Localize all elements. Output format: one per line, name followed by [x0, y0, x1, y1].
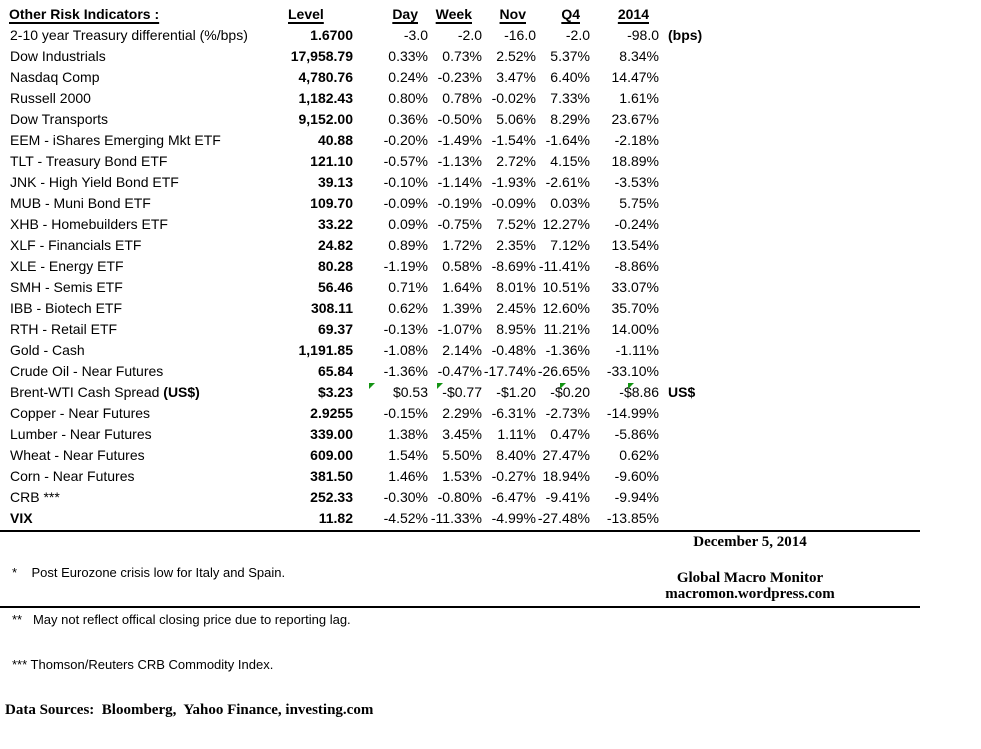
cell-y2014: -8.86% [614, 258, 659, 274]
table-row [0, 67, 740, 88]
cell-level: 39.13 [317, 174, 353, 190]
cell-label [0, 340, 285, 361]
cell-y2014: 14.47% [611, 69, 659, 85]
cell-level: 40.88 [317, 132, 353, 148]
cell-day: -0.15% [383, 405, 428, 421]
row-label: XLE - Energy ETF [10, 258, 124, 274]
cell-week: -0.80% [437, 489, 482, 505]
table-row [0, 151, 740, 172]
cell-suffix [659, 256, 740, 277]
cell-label [0, 109, 285, 130]
header-row [0, 4, 740, 25]
cell-nov: -0.27% [491, 468, 536, 484]
cell-y2014: 35.70% [611, 300, 659, 316]
row-label: Dow Industrials [10, 48, 106, 64]
cell-level: 1,182.43 [298, 90, 353, 106]
cell-nov: -4.99% [491, 510, 536, 526]
cell-day: 0.33% [388, 48, 428, 64]
row-label: Russell 2000 [10, 90, 91, 106]
cell-week: -1.13% [437, 153, 482, 169]
cell-nov: 2.52% [496, 48, 536, 64]
cell-level: 65.84 [317, 363, 353, 379]
cell-day: 0.71% [388, 279, 428, 295]
cell-label [0, 445, 285, 466]
cell-label [0, 403, 285, 424]
row-label: Lumber - Near Futures [10, 426, 152, 442]
cell-suffix [659, 214, 740, 235]
cell-suffix [659, 130, 740, 151]
cell-week: -11.33% [430, 510, 482, 526]
cell-day: -0.13% [383, 321, 428, 337]
row-label: 2-10 year Treasury differential (%/bps) [10, 27, 248, 43]
cell-y2014: 0.62% [619, 447, 659, 463]
cell-y2014: -1.11% [615, 342, 659, 358]
cell-day: 0.24% [388, 69, 428, 85]
table-row [0, 109, 740, 130]
row-label: VIX [10, 510, 33, 526]
cell-level: 1.6700 [310, 27, 353, 43]
cell-y2014: -13.85% [606, 510, 659, 526]
table-row [0, 487, 740, 508]
cell-level: 1,191.85 [298, 342, 353, 358]
column-header-week: Week [435, 6, 472, 22]
cell-week: 2.29% [442, 405, 482, 421]
cell-level: 308.11 [310, 300, 353, 316]
cell-day: $0.53 [353, 382, 428, 403]
table-row [0, 235, 740, 256]
cell-y2014: 13.54% [611, 237, 659, 253]
cell-q4: -26.65% [537, 363, 590, 379]
cell-day: 1.46% [388, 468, 428, 484]
cell-label [0, 214, 285, 235]
table-row [0, 298, 740, 319]
cell-day: -0.30% [383, 489, 428, 505]
cell-nov: 5.06% [496, 111, 536, 127]
cell-q4: 0.47% [550, 426, 590, 442]
cell-label [0, 130, 285, 151]
separator-line [0, 530, 920, 532]
cell-q4: -11.41% [538, 258, 590, 274]
cell-week: -0.75% [437, 216, 482, 232]
row-label: XHB - Homebuilders ETF [10, 216, 168, 232]
cell-nov: 7.52% [496, 216, 536, 232]
cell-nov: -17.74% [483, 363, 536, 379]
data-sources-line: Data Sources: Bloomberg, Yahoo Finance, investing.com [5, 702, 374, 718]
cell-week: -1.14% [437, 174, 482, 190]
cell-nov: -6.47% [491, 489, 536, 505]
cell-y2014: 23.67% [611, 111, 659, 127]
cell-level: 9,152.00 [298, 111, 353, 127]
footer-branding [585, 533, 915, 602]
cell-level: 4,780.76 [298, 69, 353, 85]
cell-day: 0.36% [388, 111, 428, 127]
cell-week: 1.64% [442, 279, 482, 295]
cell-label [0, 466, 285, 487]
cell-flag-icon [369, 383, 375, 389]
cell-q4: 4.15% [550, 153, 590, 169]
row-label-bold-part: (US$) [159, 384, 200, 400]
cell-suffix [659, 67, 740, 88]
row-label: IBB - Biotech ETF [10, 300, 123, 316]
table-row [0, 25, 740, 46]
cell-suffix [659, 403, 740, 424]
cell-week: 0.78% [442, 90, 482, 106]
cell-suffix [659, 319, 740, 340]
cell-day: 0.89% [388, 237, 428, 253]
cell-y2014: -3.53% [614, 174, 659, 190]
footnote-2: ** May not reflect offical closing price due to reporting lag. [12, 612, 351, 627]
cell-flag-icon [437, 383, 443, 389]
cell-flag-icon [560, 383, 566, 389]
row-label: Copper - Near Futures [10, 405, 151, 421]
publication-name: Global Macro Monitor [676, 570, 824, 586]
cell-q4: 12.27% [542, 216, 590, 232]
cell-week: 5.50% [442, 447, 482, 463]
cell-label [0, 508, 285, 529]
cell-q4: 8.29% [550, 111, 590, 127]
cell-y2014: -0.24% [614, 216, 659, 232]
risk-table [0, 4, 740, 529]
column-header-2014: 2014 [617, 6, 649, 22]
cell-level: 11.82 [318, 510, 353, 526]
cell-level: 609.00 [310, 447, 353, 463]
cell-label [0, 67, 285, 88]
cell-q4: -1.64% [545, 132, 590, 148]
cell-y2014: 14.00% [611, 321, 659, 337]
cell-nov: 8.01% [496, 279, 536, 295]
cell-nov: 2.35% [496, 237, 536, 253]
cell-label [0, 382, 285, 403]
cell-q4: -2.61% [545, 174, 590, 190]
cell-q4: 11.21% [543, 321, 590, 337]
cell-q4: -1.36% [545, 342, 590, 358]
cell-suffix [659, 340, 740, 361]
cell-label [0, 487, 285, 508]
cell-week: -1.49% [437, 132, 482, 148]
cell-day: -1.08% [383, 342, 428, 358]
cell-y2014: 1.61% [619, 90, 659, 106]
cell-y2014: -9.60% [614, 468, 659, 484]
cell-week: -2.0 [457, 27, 482, 43]
cell-q4: 7.33% [550, 90, 590, 106]
cell-level: 80.28 [317, 258, 353, 274]
table-row [0, 46, 740, 67]
cell-label [0, 298, 285, 319]
cell-week: 3.45% [442, 426, 482, 442]
cell-day: -0.09% [383, 195, 428, 211]
cell-nov: -6.31% [491, 405, 536, 421]
column-header-day: Day [392, 6, 418, 22]
cell-suffix [659, 508, 740, 529]
cell-suffix [659, 109, 740, 130]
cell-y2014: -9.94% [614, 489, 659, 505]
cell-suffix [659, 361, 740, 382]
bottom-border-line [0, 606, 920, 608]
cell-flag-icon [628, 383, 634, 389]
cell-week: 0.58% [442, 258, 482, 274]
table-row [0, 172, 740, 193]
cell-suffix [659, 298, 740, 319]
cell-level: 339.00 [310, 426, 353, 442]
cell-week: -0.23% [437, 69, 482, 85]
cell-y2014: -2.18% [614, 132, 659, 148]
cell-y2014: -5.86% [614, 426, 659, 442]
cell-day: 1.38% [388, 426, 428, 442]
cell-nov: -1.54% [491, 132, 536, 148]
cell-label [0, 25, 285, 46]
cell-nov: -16.0 [504, 27, 536, 43]
cell-level: 56.46 [317, 279, 353, 295]
row-label: MUB - Muni Bond ETF [10, 195, 151, 211]
cell-day: -0.57% [383, 153, 428, 169]
cell-suffix [659, 424, 740, 445]
cell-suffix [659, 172, 740, 193]
footnote-1: * Post Eurozone crisis low for Italy and Spain. [12, 565, 286, 580]
table-row [0, 277, 740, 298]
cell-nov: -8.69% [491, 258, 536, 274]
table-row [0, 445, 740, 466]
cell-week: -0.19% [437, 195, 482, 211]
cell-level: 109.70 [310, 195, 353, 211]
cell-label [0, 46, 285, 67]
cell-level: 252.33 [310, 489, 353, 505]
cell-nov: 3.47% [496, 69, 536, 85]
cell-suffix [659, 487, 740, 508]
cell-day: -1.36% [383, 363, 428, 379]
table-row [0, 466, 740, 487]
cell-q4: 10.51% [542, 279, 590, 295]
cell-day: -4.52% [383, 510, 428, 526]
table-row [0, 403, 740, 424]
row-label: Nasdaq Comp [10, 69, 100, 85]
cell-week: -1.07% [437, 321, 482, 337]
cell-week: 2.14% [442, 342, 482, 358]
cell-label [0, 277, 285, 298]
row-label: Wheat - Near Futures [10, 447, 145, 463]
cell-suffix: (bps) [668, 27, 703, 43]
cell-week: -0.50% [437, 111, 482, 127]
cell-q4: -9.41% [545, 489, 590, 505]
cell-nov: 1.11% [497, 426, 536, 442]
cell-q4: -27.48% [537, 510, 590, 526]
cell-y2014: -14.99% [606, 405, 659, 421]
cell-q4: -2.73% [545, 405, 590, 421]
table-row [0, 508, 740, 529]
cell-y2014: 8.34% [619, 48, 659, 64]
cell-level: 381.50 [310, 468, 353, 484]
cell-y2014: -33.10% [606, 363, 659, 379]
report-date: December 5, 2014 [693, 534, 807, 550]
footnotes [5, 534, 373, 749]
cell-level: 69.37 [317, 321, 353, 337]
column-header-q4: Q4 [561, 6, 580, 22]
cell-q4: 0.03% [550, 195, 590, 211]
cell-label [0, 193, 285, 214]
row-label: CRB *** [10, 489, 60, 505]
cell-label [0, 151, 285, 172]
risk-table-body [0, 25, 740, 529]
cell-q4: -2.0 [565, 27, 590, 43]
cell-nov: 8.95% [496, 321, 536, 337]
cell-nov: 2.72% [496, 153, 536, 169]
column-header-spacer [659, 4, 740, 25]
cell-suffix [659, 235, 740, 256]
cell-label [0, 256, 285, 277]
cell-label [0, 235, 285, 256]
cell-q4: 5.37% [550, 48, 590, 64]
cell-label [0, 88, 285, 109]
cell-day: -0.20% [383, 132, 428, 148]
cell-suffix [659, 193, 740, 214]
cell-label [0, 319, 285, 340]
cell-nov: 2.45% [496, 300, 536, 316]
cell-label [0, 361, 285, 382]
cell-q4: 18.94% [542, 468, 590, 484]
table-row [0, 130, 740, 151]
column-header-level: Level [288, 6, 324, 22]
cell-y2014: -98.0 [627, 27, 659, 43]
cell-q4: -$0.20 [550, 384, 590, 400]
cell-level: 17,958.79 [290, 48, 353, 64]
cell-q4: 7.12% [550, 237, 590, 253]
footnote-3: *** Thomson/Reuters CRB Commodity Index. [12, 657, 274, 672]
row-label: Crude Oil - Near Futures [10, 363, 164, 379]
cell-y2014: 33.07% [611, 279, 659, 295]
cell-nov: -$1.20 [496, 384, 536, 400]
row-label: Dow Transports [10, 111, 109, 127]
row-label: Brent-WTI Cash Spread [10, 384, 160, 400]
column-header-nov: Nov [499, 6, 526, 22]
cell-suffix [659, 277, 740, 298]
cell-suffix [659, 151, 740, 172]
cell-label [0, 172, 285, 193]
table-row [0, 256, 740, 277]
cell-nov: -0.48% [491, 342, 536, 358]
cell-week: 1.53% [442, 468, 482, 484]
cell-label [0, 424, 285, 445]
row-label: JNK - High Yield Bond ETF [10, 174, 179, 190]
table-row [0, 382, 740, 403]
cell-day: 0.80% [388, 90, 428, 106]
cell-y2014: -$8.86 [619, 384, 659, 400]
table-row [0, 214, 740, 235]
row-label: SMH - Semis ETF [10, 279, 123, 295]
cell-level: 121.10 [310, 153, 353, 169]
cell-q4: 12.60% [542, 300, 590, 316]
cell-day: -1.19% [383, 258, 428, 274]
cell-day: 0.09% [388, 216, 428, 232]
cell-day: 1.54% [388, 447, 428, 463]
cell-suffix: US$ [668, 384, 696, 400]
cell-nov: -0.09% [491, 195, 536, 211]
row-label: RTH - Retail ETF [10, 321, 118, 337]
cell-suffix [659, 88, 740, 109]
table-row [0, 193, 740, 214]
table-row [0, 88, 740, 109]
cell-nov: -0.02% [491, 90, 536, 106]
cell-q4: 27.47% [542, 447, 590, 463]
cell-nov: -1.93% [491, 174, 536, 190]
cell-week: 1.72% [442, 237, 482, 253]
row-label: Corn - Near Futures [10, 468, 135, 484]
row-label: Gold - Cash [10, 342, 85, 358]
table-title: Other Risk Indicators : [9, 6, 160, 22]
cell-day: -3.0 [403, 27, 428, 43]
cell-y2014: 5.75% [619, 195, 659, 211]
table-row [0, 319, 740, 340]
cell-day: -0.10% [383, 174, 428, 190]
cell-level: 33.22 [317, 216, 353, 232]
table-row [0, 424, 740, 445]
cell-week: -0.47% [437, 363, 482, 379]
row-label: EEM - iShares Emerging Mkt ETF [10, 132, 221, 148]
cell-nov: 8.40% [496, 447, 536, 463]
table-row [0, 361, 740, 382]
cell-level: 24.82 [317, 237, 353, 253]
cell-week: 0.73% [442, 48, 482, 64]
cell-week: -$0.77 [428, 382, 482, 403]
cell-suffix [659, 46, 740, 67]
table-row [0, 340, 740, 361]
row-label: TLT - Treasury Bond ETF [10, 153, 168, 169]
cell-suffix [659, 445, 740, 466]
cell-level: $3.23 [317, 384, 353, 400]
cell-q4: 6.40% [550, 69, 590, 85]
cell-y2014: 18.89% [611, 153, 659, 169]
cell-week: 1.39% [442, 300, 482, 316]
cell-suffix [659, 466, 740, 487]
publication-site: macromon.wordpress.com [665, 586, 835, 602]
cell-day: 0.62% [388, 300, 428, 316]
cell-level: 2.9255 [310, 405, 353, 421]
row-label: XLF - Financials ETF [10, 237, 142, 253]
